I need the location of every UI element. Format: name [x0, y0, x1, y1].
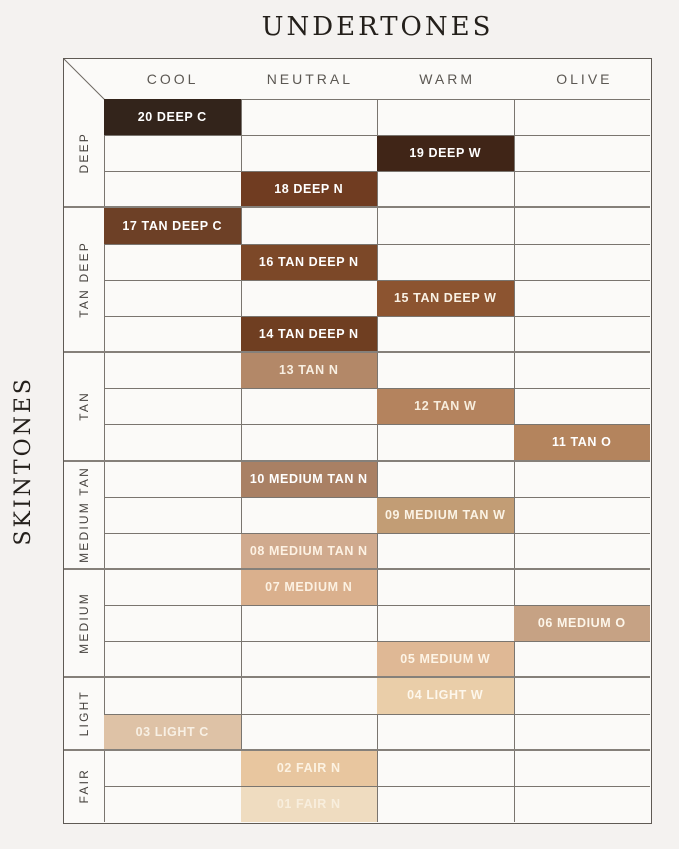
skintones-label: SKINTONES	[10, 376, 36, 546]
shade-cell: 16 TAN DEEP N	[241, 244, 378, 280]
column-header-neutral: NEUTRAL	[266, 71, 354, 87]
shade-cell: 10 MEDIUM TAN N	[241, 461, 378, 497]
group-divider-line	[64, 206, 650, 208]
shade-cell: 02 FAIR N	[241, 750, 378, 786]
row-group-label: DEEP	[77, 132, 91, 174]
shade-cell: 13 TAN N	[241, 352, 378, 388]
shade-cell: 20 DEEP C	[104, 99, 241, 135]
row-group	[64, 677, 104, 749]
row-divider-line	[104, 135, 650, 136]
shade-cell: 05 MEDIUM W	[377, 641, 514, 677]
row-divider-line	[104, 786, 650, 787]
row-divider-line	[104, 280, 650, 281]
shade-cell: 14 TAN DEEP N	[241, 316, 378, 352]
row-group	[64, 750, 104, 822]
shade-cell: 17 TAN DEEP C	[104, 207, 241, 243]
row-group	[64, 569, 104, 677]
corner-diagonal-line	[64, 59, 105, 100]
row-divider-line	[104, 424, 650, 425]
row-group-label: TAN	[77, 391, 91, 422]
group-divider-line	[64, 460, 650, 462]
shade-cell: 07 MEDIUM N	[241, 569, 378, 605]
column-header-cool: COOL	[146, 71, 199, 87]
row-divider-line	[104, 316, 650, 317]
row-group-label: MEDIUM	[77, 592, 91, 655]
row-group-label: FAIR	[77, 768, 91, 804]
row-divider-line	[104, 605, 650, 606]
row-group	[64, 352, 104, 460]
skintones-axis	[0, 98, 46, 824]
shade-cell: 08 MEDIUM TAN N	[241, 533, 378, 569]
row-group-label: TAN DEEP	[77, 241, 91, 319]
shade-cell: 06 MEDIUM O	[514, 605, 651, 641]
row-divider-line	[104, 388, 650, 389]
undertones-title: UNDERTONES	[261, 12, 494, 42]
row-divider-line	[104, 533, 650, 534]
row-divider-line	[104, 497, 650, 498]
shade-cell: 18 DEEP N	[241, 171, 378, 207]
row-group	[64, 461, 104, 569]
column-header-olive: OLIVE	[556, 71, 613, 87]
shade-cell: 11 TAN O	[514, 424, 651, 460]
shade-cell: 09 MEDIUM TAN W	[377, 497, 514, 533]
row-group	[64, 207, 104, 352]
shade-cell: 03 LIGHT C	[104, 714, 241, 750]
row-divider-line	[104, 244, 650, 245]
shade-cell: 04 LIGHT W	[377, 677, 514, 713]
shade-cell: 19 DEEP W	[377, 135, 514, 171]
row-divider-line	[104, 171, 650, 172]
column-header-warm: WARM	[419, 71, 476, 87]
shade-grid	[63, 58, 652, 824]
group-divider-line	[64, 568, 650, 570]
shade-cell: 15 TAN DEEP W	[377, 280, 514, 316]
row-divider-line	[104, 714, 650, 715]
shade-cell: 01 FAIR N	[241, 786, 378, 822]
row-group	[64, 99, 104, 207]
row-divider-line	[104, 641, 650, 642]
group-divider-line	[64, 676, 650, 678]
group-divider-line	[64, 749, 650, 751]
row-group-label: LIGHT	[77, 690, 91, 737]
row-group-label: MEDIUM TAN	[77, 466, 91, 564]
group-divider-line	[64, 351, 650, 353]
shade-cell: 12 TAN W	[377, 388, 514, 424]
